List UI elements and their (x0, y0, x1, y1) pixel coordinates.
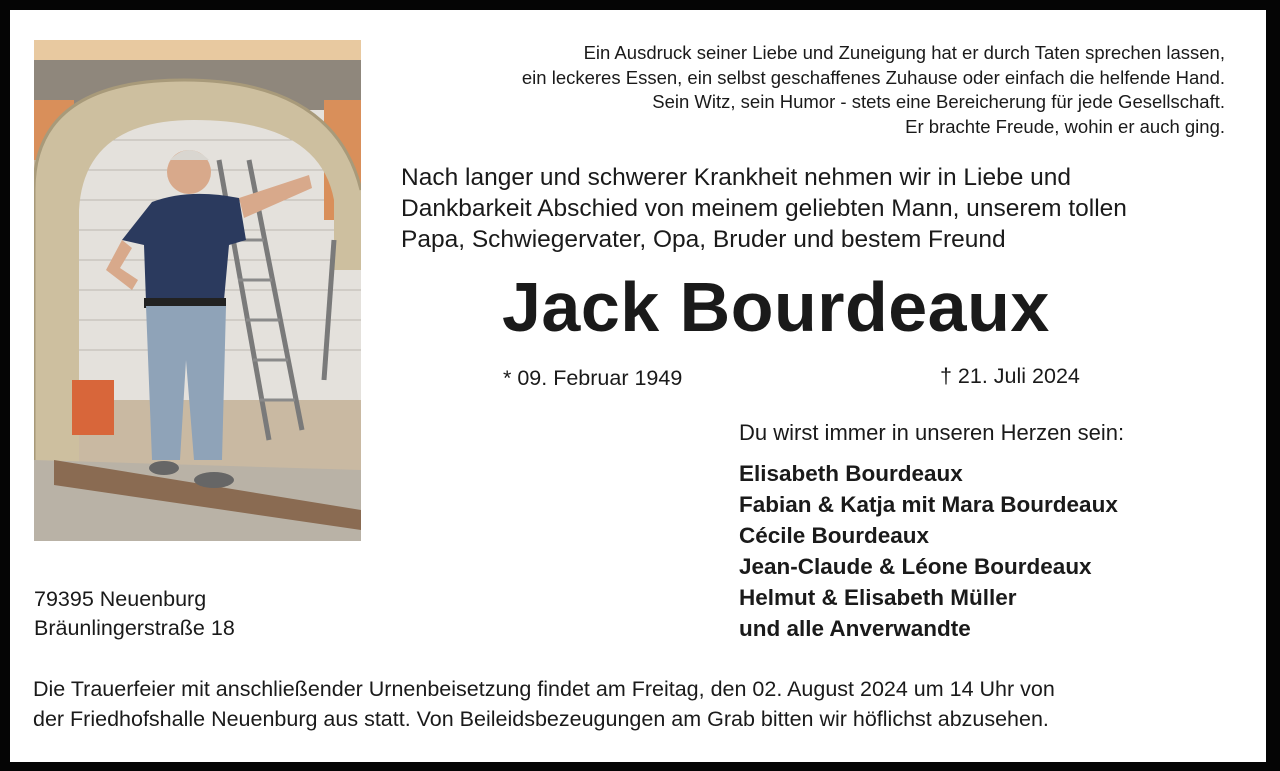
deceased-name: Jack Bourdeaux (502, 268, 1050, 346)
address-line: 79395 Neuenburg (34, 587, 207, 611)
intro-line: Papa, Schwiegervater, Opa, Bruder und bestem Freund (401, 226, 1006, 253)
quote-line: ein leckeres Essen, ein selbst geschaffenes Zuhause oder einfach die helfende Hand. (521, 66, 1225, 88)
funeral-details (33, 674, 1055, 734)
farewell-intro (401, 162, 1221, 255)
mourners-list (739, 458, 1118, 644)
intro-line: Dankbarkeit Abschied von meinem geliebten Mann, unserem tollen (401, 195, 1127, 222)
mourner-name: Jean-Claude & Léone Bourdeaux (739, 554, 1092, 579)
mourner-name: Fabian & Katja mit Mara Bourdeaux (739, 492, 1118, 517)
quote-line: Ein Ausdruck seiner Liebe und Zuneigung hat er durch Taten sprechen lassen, (583, 42, 1225, 63)
mourner-name: Elisabeth Bourdeaux (739, 461, 963, 486)
mourner-name: und alle Anverwandte (739, 616, 971, 641)
death-date: † 21. Juli 2024 (940, 364, 1080, 388)
tribute-quote (325, 41, 1225, 139)
footer-line: Die Trauerfeier mit anschließender Urnenbeisetzung findet am Freitag, den 02. August 2024 um 14 Uhr von (33, 677, 1055, 701)
portrait-photo (34, 40, 361, 541)
mourner-name: Helmut & Elisabeth Müller (739, 585, 1017, 610)
quote-line: Sein Witz, sein Humor - stets eine Bereicherung für jede Gesellschaft. (652, 91, 1225, 113)
intro-line: Nach langer und schwerer Krankheit nehmen wir in Liebe und (401, 164, 1072, 191)
mourners-heading: Du wirst immer in unseren Herzen sein: (739, 420, 1125, 445)
mourner-name: Cécile Bourdeaux (739, 523, 930, 548)
family-address (34, 585, 235, 643)
address-line: Bräunlingerstraße 18 (34, 616, 235, 640)
quote-line: Er brachte Freude, wohin er auch ging. (905, 115, 1225, 137)
footer-line: der Friedhofshalle Neuenburg aus statt. Von Beileidsbezeugungen am Grab bitten wir höflichst abzusehen. (33, 707, 1049, 731)
birth-date: * 09. Februar 1949 (503, 366, 683, 390)
